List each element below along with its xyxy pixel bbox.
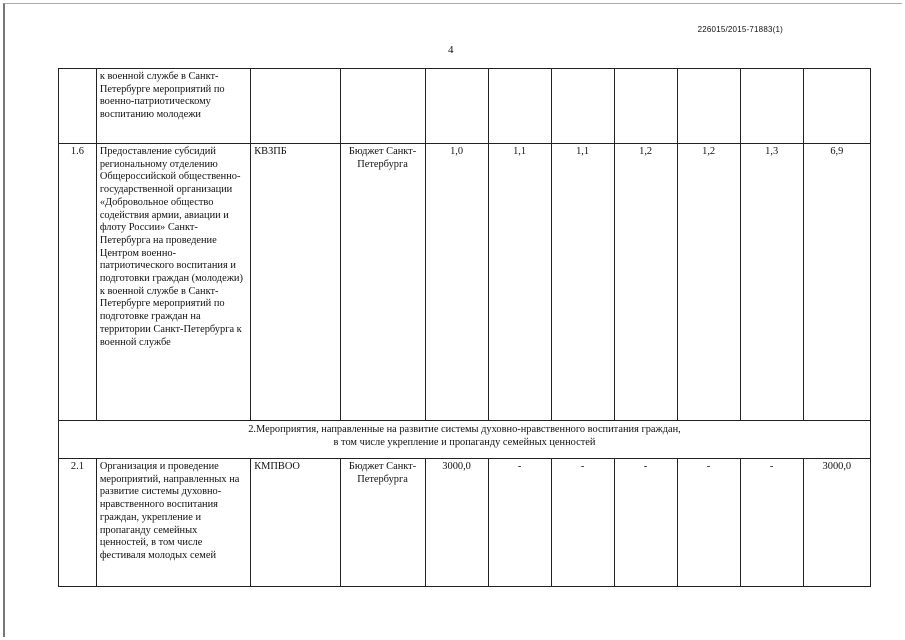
cell-activity-name: Организация и проведение мероприятий, направленных на развитие системы духовно-нравственного воспитания граждан, укрепление и пропаганду семейных ценностей, в том числе фестиваля молодых семей <box>96 459 250 587</box>
cell-executor: КМПВОО <box>251 459 340 587</box>
cell-year-value: - <box>677 459 740 587</box>
cell-number: 1.6 <box>59 144 97 421</box>
cell-year-value: - <box>740 459 803 587</box>
section-heading <box>59 421 871 459</box>
cell-year-value: 1,2 <box>677 144 740 421</box>
cell-year-value: 1,1 <box>488 144 551 421</box>
cell-year-value <box>425 69 488 144</box>
cell-number <box>59 69 97 144</box>
cell-year-value <box>740 69 803 144</box>
cell-year-value: 1,2 <box>614 144 677 421</box>
cell-year-value: - <box>614 459 677 587</box>
cell-year-value <box>551 69 614 144</box>
cell-year-value: - <box>488 459 551 587</box>
cell-year-value: - <box>551 459 614 587</box>
cell-total: 6,9 <box>803 144 870 421</box>
table-row-continuation <box>59 69 871 144</box>
cell-executor: КВЗПБ <box>251 144 340 421</box>
cell-year-value: 1,3 <box>740 144 803 421</box>
cell-total <box>803 69 870 144</box>
cell-activity-name: Предоставление субсидий региональному отделению Общероссийской общественно-государственной организации «Добровольное общество содействия армии, авиации и флоту России» Санкт-Петербурга на проведение Центром военно-патриотического воспитания и подготовки граждан (молодежи) к военной службе в Санкт-Петербурге мероприятий по подготовке граждан на территории Санкт-Петербурга к военной службе <box>96 144 250 421</box>
cell-year-value <box>677 69 740 144</box>
program-activities-table <box>58 68 871 587</box>
cell-year-value: 1,0 <box>425 144 488 421</box>
cell-funding-source <box>340 69 425 144</box>
cell-funding-source: Бюджет Санкт-Петербурга <box>340 459 425 587</box>
cell-funding-source: Бюджет Санкт-Петербурга <box>340 144 425 421</box>
section-heading-line-2: в том числе укрепление и пропаганду семейных ценностей <box>333 436 596 448</box>
cell-total: 3000,0 <box>803 459 870 587</box>
page-number: 4 <box>448 44 454 56</box>
cell-activity-name: к военной службе в Санкт-Петербурге мероприятий по военно-патриотическому воспитанию молодежи <box>96 69 250 144</box>
section-heading-line-1: 2.Мероприятия, направленные на развитие системы духовно-нравственного воспитания граждан, <box>248 424 681 435</box>
table-row-2-1 <box>59 459 871 587</box>
cell-number: 2.1 <box>59 459 97 587</box>
table-row-section-2-heading <box>59 421 871 459</box>
table-row-1-6 <box>59 144 871 421</box>
document-reference-number: 226015/2015-71883(1) <box>697 25 783 34</box>
cell-year-value: 1,1 <box>551 144 614 421</box>
cell-year-value <box>488 69 551 144</box>
cell-year-value: 3000,0 <box>425 459 488 587</box>
cell-year-value <box>614 69 677 144</box>
cell-executor <box>251 69 340 144</box>
